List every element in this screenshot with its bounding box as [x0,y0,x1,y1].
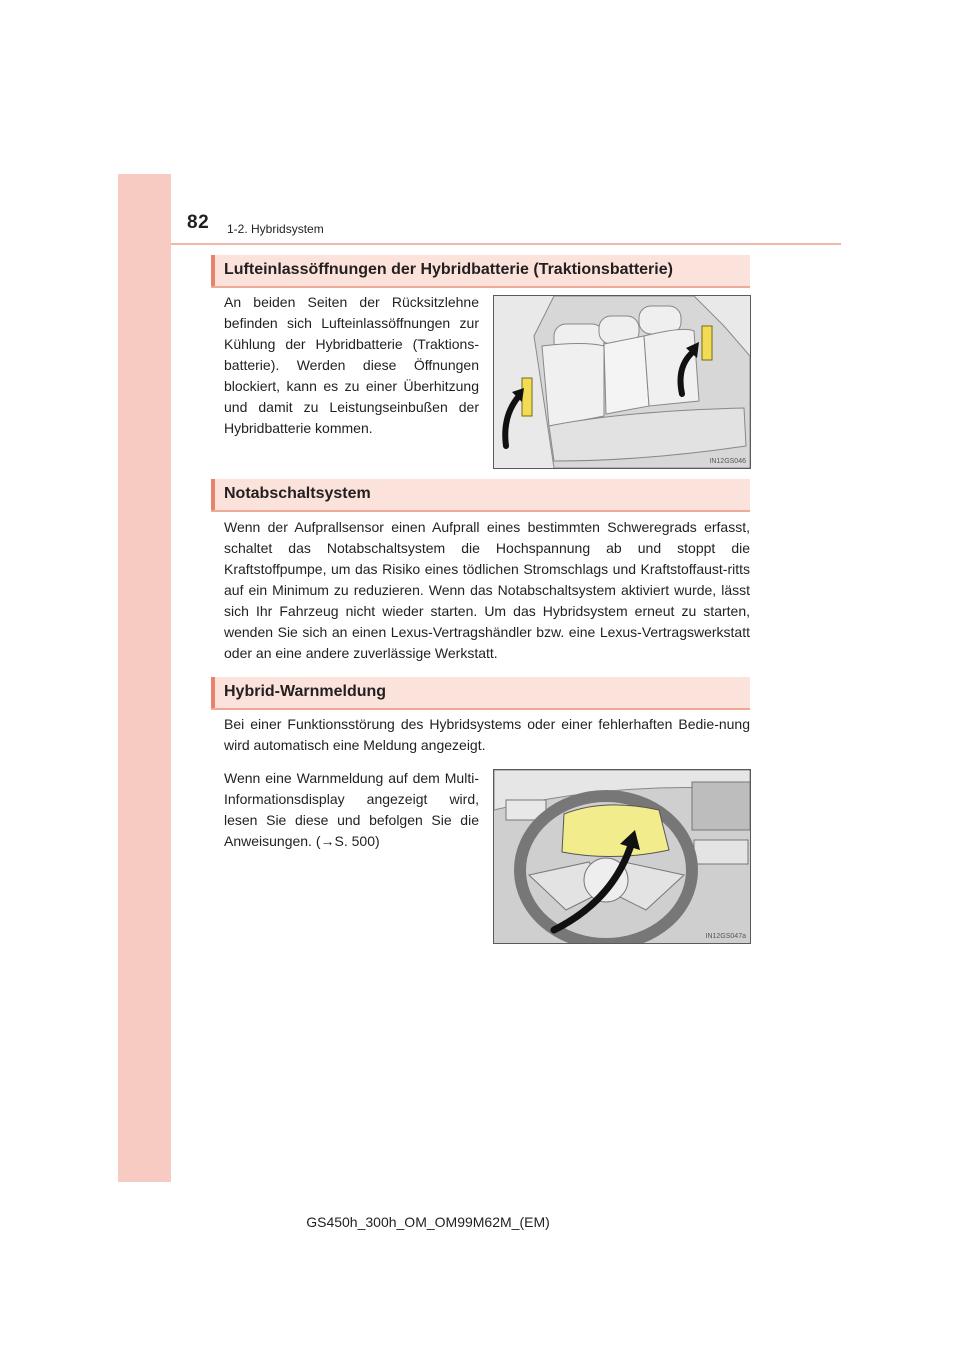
heading-air-intake [211,255,750,288]
document-footer [0,1214,960,1230]
steering-wheel-figure [493,769,751,944]
heading-hybrid-warning [211,677,750,710]
heading-accent-bar [211,255,215,286]
hybrid-warning-paragraph: Bei einer Funktionsstörung des Hybridsystems oder einer fehlerhaften Bedie-nung wird automatisch eine Meldung angezeigt. [224,716,750,753]
heading-accent-bar [211,677,215,708]
emergency-shutoff-paragraph: Wenn der Aufprallsensor einen Aufprall eines bestimmten Schweregrads erfasst, schaltet das Notabschaltsystem die Hochspannung ab und stoppt die Kraftstoffpumpe, um das Risiko eines tödlichen Stromschlags und Kraftstoffaust-ritts auf ein Minimum zu reduzieren. Wenn das Notabschaltsystem aktiviert wurde, lässt sich Ihr Fahrzeug nicht wieder starten. Um das Hybridsystem erneut zu starten, wenden Sie sich an einen Lexus-Vertragshändler bzw. eine Lexus-Vertragswerkstatt oder an eine andere zuverlässige Werkstatt. [224,519,750,661]
right-vent-icon [702,326,712,360]
warning-message-paragraph: Wenn eine Warnmeldung auf dem Multi-Informationsdisplay angezeigt wird, lesen Sie diese und befolgen Sie die Anweisungen. (→S. 500) [224,770,479,849]
section-reference: 1-2. Hybridsystem [227,222,324,236]
rear-seat-illustration [494,296,750,468]
heading-text: Lufteinlassöffnungen der Hybridbatterie (Traktionsbatterie) [224,261,673,278]
chapter-side-band [118,174,171,1182]
figure-code: IN12GS047a [705,933,746,940]
heading-accent-bar [211,479,215,510]
footer-text: GS450h_300h_OM_OM99M62M_(EM) [306,1214,550,1230]
air-intake-paragraph: An beiden Seiten der Rücksitzlehne befinden sich Lufteinlassöffnungen zur Kühlung der Hybridbatterie (Traktions-batterie). Werden diese Öffnungen blockiert, kann es zu einer Überhitzung und damit zu Leistungseinbußen der Hybridbatterie kommen. [224,294,479,436]
figure-code: IN12GS046 [709,458,746,465]
page-number: 82 [187,212,210,233]
left-arrow-icon [505,396,519,446]
header-divider [171,243,841,245]
heading-text: Notabschaltsystem [224,485,371,502]
heading-text: Hybrid-Warnmeldung [224,683,387,700]
rear-seat-figure [493,295,751,469]
dashboard-illustration [494,770,750,943]
multi-information-display [562,805,669,857]
heading-emergency-shutoff [211,479,750,512]
left-vent-icon [522,378,532,416]
